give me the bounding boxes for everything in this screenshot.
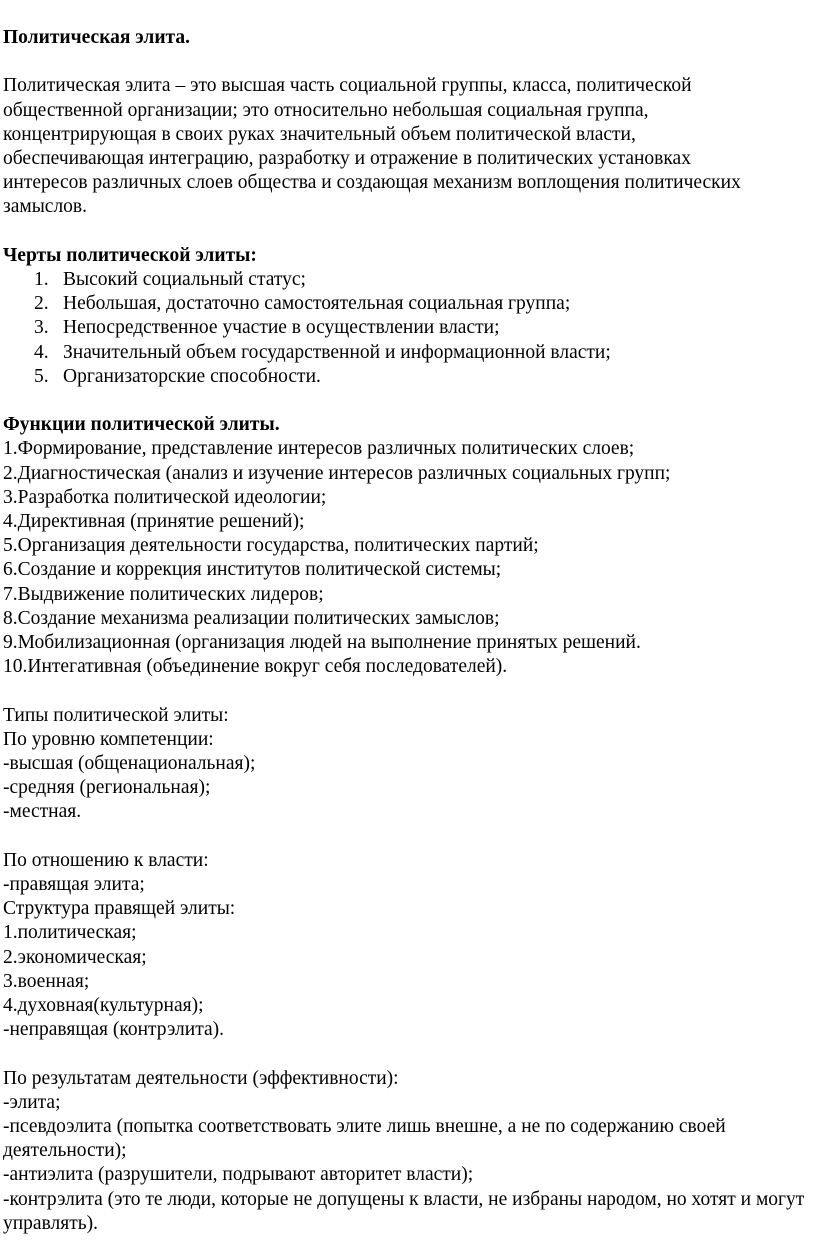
list-item-text: Организаторские способности. bbox=[63, 365, 321, 387]
list-item: 4.Директивная (принятие решений); bbox=[3, 510, 305, 532]
structure-heading: Структура правящей элиты: bbox=[3, 898, 236, 920]
list-item: 1.Формирование, представление интересов различных политических слоев; bbox=[3, 438, 635, 460]
list-item-text: Высокий социальный статус; bbox=[63, 269, 306, 290]
list-item: 1.политическая; bbox=[3, 922, 137, 944]
definition-paragraph bbox=[3, 74, 816, 219]
spacer bbox=[3, 825, 816, 849]
list-item: 10.Интегативная (объединение вокруг себя последователей). bbox=[3, 656, 508, 678]
list-item bbox=[34, 316, 816, 340]
list-item: 2.Диагностическая (анализ и изучение интересов различных социальных групп; bbox=[3, 462, 671, 484]
list-item: -псевдоэлита (попытка соответствовать элите лишь внешне, а не по содержанию своей деятельности); bbox=[3, 1115, 726, 1162]
spacer bbox=[3, 220, 816, 244]
definition-line: концентрирующая в своих руках значительный объем политической власти, bbox=[3, 123, 636, 145]
list-item: -контрэлита (это те люди, которые не допущены к власти, не избраны народом, но хотят и могут управлять). bbox=[3, 1188, 805, 1234]
types-heading: Типы политической элиты: bbox=[3, 704, 229, 726]
list-item bbox=[34, 341, 816, 365]
list-item: -неправящая (контрэлита). bbox=[3, 1019, 224, 1041]
list-item-text: Непосредственное участие в осуществлении власти; bbox=[63, 317, 500, 339]
functions-heading: Функции политической элиты. bbox=[3, 414, 280, 436]
document-title: Политическая элита. bbox=[3, 27, 191, 48]
features-heading: Черты политической элиты: bbox=[3, 244, 257, 266]
definition-line: Политическая элита – это высшая часть социальной группы, класса, политической bbox=[3, 75, 692, 97]
list-item-text: Значительный объем государственной и информационной власти; bbox=[63, 341, 611, 363]
spacer bbox=[3, 679, 816, 703]
list-item: 3.Разработка политической идеологии; bbox=[3, 486, 327, 508]
list-item: 9.Мобилизационная (организация людей на выполнение принятых решений. bbox=[3, 631, 641, 653]
list-item-number: 5. bbox=[34, 365, 49, 387]
competence-heading: По уровню компетенции: bbox=[3, 728, 214, 750]
definition-line: общественной организации; это относительно небольшая социальная группа, bbox=[3, 99, 649, 121]
definition-line: обеспечивающая интеграцию, разработку и отражение в политических установках bbox=[3, 148, 691, 169]
list-item: -средняя (региональная); bbox=[3, 777, 211, 799]
results-heading: По результатам деятельности (эффективности): bbox=[3, 1067, 399, 1089]
list-item bbox=[34, 365, 816, 389]
list-item: 5.Организация деятельности государства, политических партий; bbox=[3, 535, 539, 557]
definition-line: интересов различных слоев общества и создающая механизм воплощения политических bbox=[3, 172, 741, 194]
list-item: -элита; bbox=[3, 1091, 61, 1113]
spacer bbox=[3, 389, 816, 413]
list-item-text: Небольшая, достаточно самостоятельная социальная группа; bbox=[63, 293, 571, 315]
power-heading: По отношению к власти: bbox=[3, 849, 209, 871]
list-item: 4.духовная(культурная); bbox=[3, 994, 204, 1016]
definition-line: замыслов. bbox=[3, 196, 88, 218]
list-item: 2.экономическая; bbox=[3, 946, 147, 968]
list-item: 7.Выдвижение политических лидеров; bbox=[3, 583, 324, 605]
list-item: -правящая элита; bbox=[3, 873, 145, 895]
list-item bbox=[34, 268, 816, 292]
list-item-number: 1. bbox=[34, 269, 49, 290]
functions-list bbox=[3, 437, 816, 679]
list-item-number: 3. bbox=[34, 317, 49, 339]
list-item: 8.Создание механизма реализации политических замыслов; bbox=[3, 607, 500, 629]
spacer bbox=[3, 1042, 816, 1066]
list-item-number: 2. bbox=[34, 293, 49, 315]
features-list bbox=[3, 268, 816, 389]
list-item: -высшая (общенациональная); bbox=[3, 752, 256, 774]
list-item: 3.военная; bbox=[3, 970, 90, 992]
list-item: 6.Создание и коррекция институтов политической системы; bbox=[3, 559, 502, 581]
list-item: -антиэлита (разрушители, подрывают авторитет власти); bbox=[3, 1164, 474, 1186]
list-item bbox=[34, 292, 816, 316]
spacer bbox=[3, 50, 816, 74]
list-item: -местная. bbox=[3, 801, 82, 823]
list-item-number: 4. bbox=[34, 341, 49, 363]
